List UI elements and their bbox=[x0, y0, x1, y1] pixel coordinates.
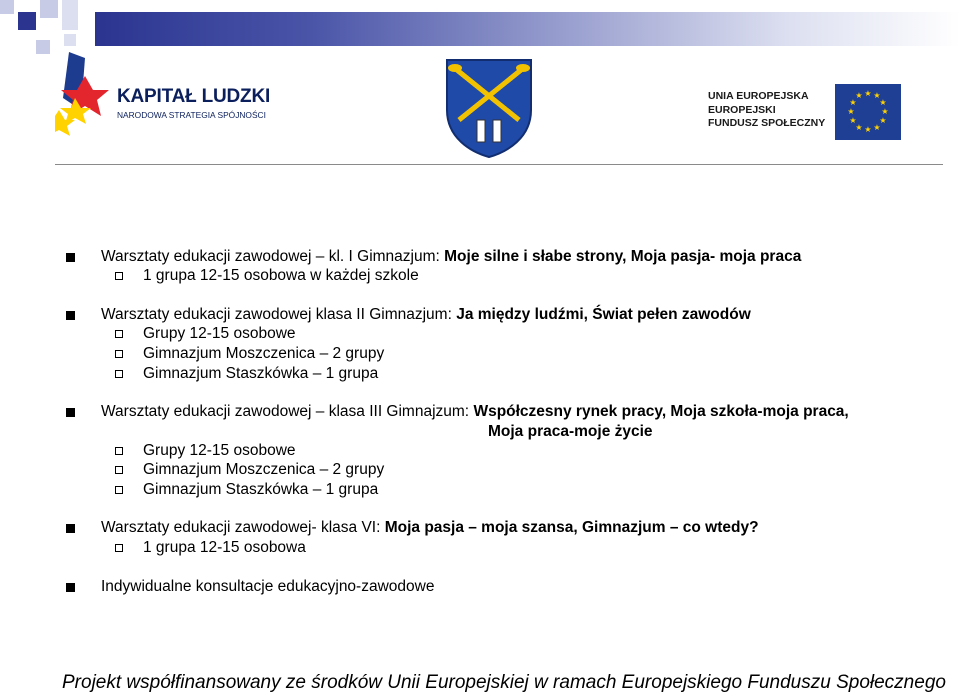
svg-text:★: ★ bbox=[881, 107, 889, 116]
svg-text:★: ★ bbox=[879, 98, 887, 107]
svg-text:★: ★ bbox=[873, 123, 881, 132]
kapital-ludzki-title: KAPITAŁ LUDZKI bbox=[117, 86, 271, 107]
item-intro: Warsztaty edukacji zawodowej – kl. I Gimnazjum: bbox=[101, 248, 445, 265]
bullet-hollow-square-icon bbox=[115, 486, 123, 494]
decorative-square bbox=[62, 0, 78, 30]
item-topic: Moje silne i słabe strony, Moja pasja- moja praca bbox=[444, 248, 802, 265]
svg-text:★: ★ bbox=[849, 98, 857, 107]
list-item bbox=[101, 519, 759, 537]
eu-logo bbox=[690, 66, 918, 162]
svg-text:★: ★ bbox=[849, 116, 857, 125]
svg-text:★: ★ bbox=[864, 89, 872, 98]
decorative-square bbox=[40, 0, 58, 18]
list-item bbox=[101, 306, 751, 324]
eu-logo-line2: EUROPEJSKI bbox=[708, 103, 776, 116]
item-intro: Warsztaty edukacji zawodowej – klasa III Gimnajzum: bbox=[101, 403, 474, 420]
list-item bbox=[101, 403, 849, 421]
bullet-hollow-square-icon bbox=[115, 544, 123, 552]
sub-list-item: Gimnazjum Staszkówka – 1 grupa bbox=[143, 365, 379, 382]
bullet-hollow-square-icon bbox=[115, 466, 123, 474]
eu-stars-icon bbox=[835, 84, 901, 140]
footer-text: Projekt współfinansowany ze środków Unii Europejskiej w ramach Europejskiego Funduszu Społecznego bbox=[62, 672, 946, 693]
sub-list-item: Gimnazjum Staszkówka – 1 grupa bbox=[143, 481, 379, 498]
list-item: Indywidualne konsultacje edukacyjno-zawodowe bbox=[101, 578, 435, 595]
list-item bbox=[101, 248, 801, 266]
sub-list-item: Grupy 12-15 osobowe bbox=[143, 442, 296, 459]
svg-text:★: ★ bbox=[864, 125, 872, 134]
header-divider bbox=[55, 164, 943, 165]
sub-list-item: Gimnazjum Moszczenica – 2 grupy bbox=[143, 345, 385, 362]
svg-text:★: ★ bbox=[879, 116, 887, 125]
bullet-hollow-square-icon bbox=[115, 330, 123, 338]
header-gradient-band bbox=[95, 12, 960, 46]
bullet-square-icon bbox=[66, 583, 75, 592]
eu-logo-line1: UNIA EUROPEJSKA bbox=[708, 90, 809, 102]
svg-text:★: ★ bbox=[847, 107, 855, 116]
bullet-square-icon bbox=[66, 408, 75, 417]
bullet-square-icon bbox=[66, 311, 75, 320]
item-topic: Ja między ludźmi, Świat pełen zawodów bbox=[456, 306, 751, 323]
bullet-hollow-square-icon bbox=[115, 370, 123, 378]
decorative-square bbox=[36, 40, 50, 54]
bullet-hollow-square-icon bbox=[115, 272, 123, 280]
kapital-ludzki-logo bbox=[55, 50, 270, 145]
coat-of-arms-icon bbox=[443, 58, 535, 158]
svg-text:★: ★ bbox=[873, 91, 881, 100]
svg-text:★: ★ bbox=[855, 91, 863, 100]
kapital-ludzki-star-icon bbox=[55, 50, 117, 140]
sub-list-item: 1 grupa 12-15 osobowa bbox=[143, 539, 306, 556]
coat-of-arms bbox=[443, 58, 535, 158]
bullet-square-icon bbox=[66, 524, 75, 533]
svg-text:★: ★ bbox=[855, 123, 863, 132]
bullet-hollow-square-icon bbox=[115, 350, 123, 358]
eu-logo-text bbox=[708, 90, 825, 131]
item-intro: Warsztaty edukacji zawodowej klasa II Gimnazjum: bbox=[101, 306, 457, 323]
bullet-square-icon bbox=[66, 253, 75, 262]
decorative-square bbox=[0, 0, 14, 14]
item-topic-continued: Moja praca-moje życie bbox=[488, 423, 653, 440]
item-topic: Moja pasja – moja szansa, Gimnazjum – co wtedy? bbox=[384, 519, 759, 536]
item-intro: Warsztaty edukacji zawodowej- klasa VI: bbox=[101, 519, 385, 536]
sub-list-item: 1 grupa 12-15 osobowa w każdej szkole bbox=[143, 267, 419, 284]
kapital-ludzki-subtitle: NARODOWA STRATEGIA SPÓJNOŚCI bbox=[117, 110, 266, 120]
bullet-hollow-square-icon bbox=[115, 447, 123, 455]
decorative-square bbox=[18, 12, 36, 30]
eu-flag-icon bbox=[835, 84, 901, 140]
item-topic: Współczesny rynek pracy, Moja szkoła-moja praca, bbox=[473, 403, 849, 420]
sub-list-item: Gimnazjum Moszczenica – 2 grupy bbox=[143, 461, 385, 478]
sub-list-item: Grupy 12-15 osobowe bbox=[143, 325, 296, 342]
decorative-square bbox=[64, 34, 76, 46]
eu-logo-line3: FUNDUSZ SPOŁECZNY bbox=[708, 117, 826, 129]
